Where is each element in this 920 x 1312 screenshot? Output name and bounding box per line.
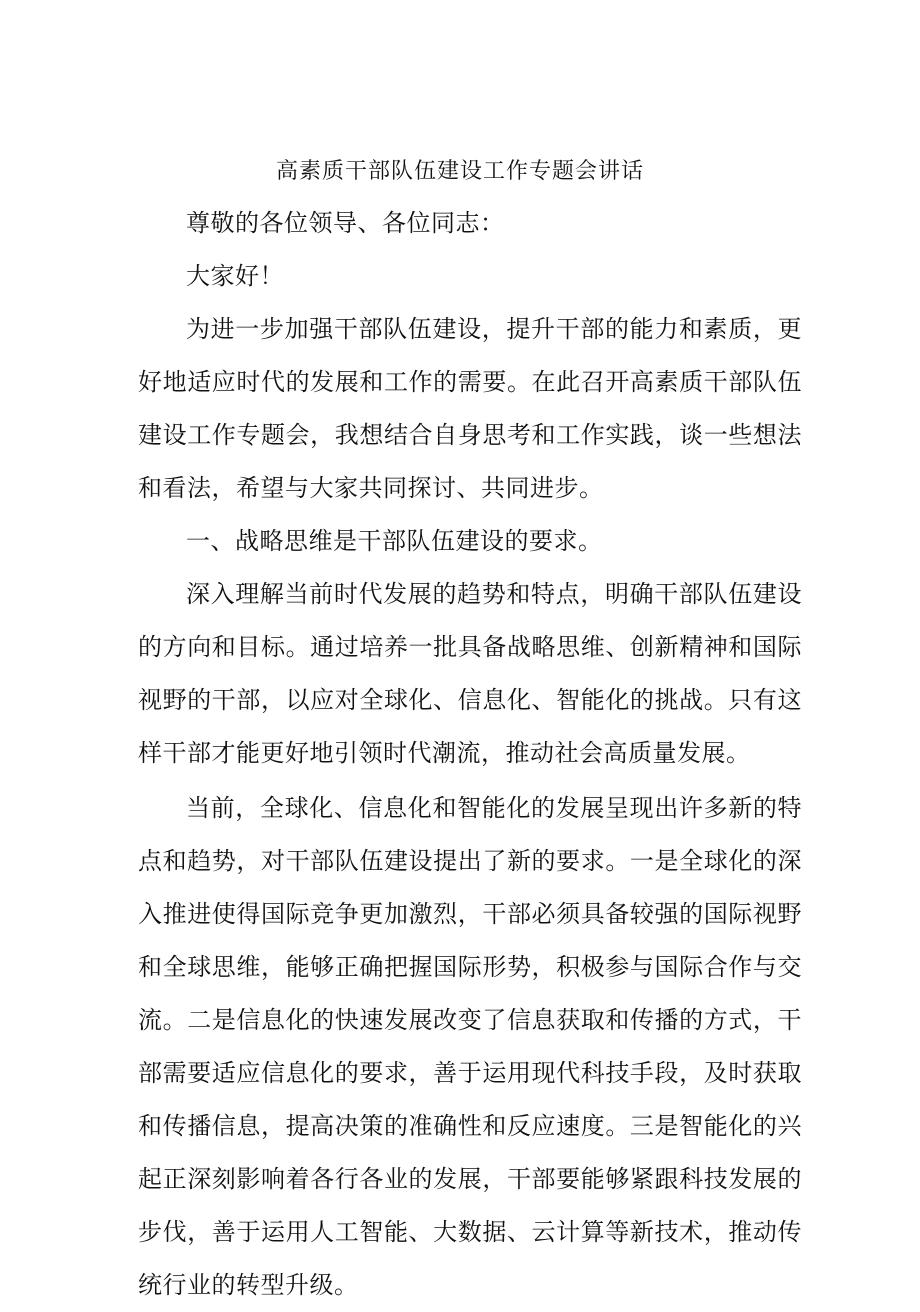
document-body — [138, 197, 802, 1312]
section-heading: 一、战略思维是干部队伍建设的要求。 — [186, 527, 603, 555]
body-paragraph: 当前，全球化、信息化和智能化的发展呈现出许多新的特点和趋势，对干部队伍建设提出了新的要求。一是全球化的深入推进使得国际竞争更加激烈，干部必须具备较强的国际视野和全球思维，能够正确把握国际形势，积极参与国际合作与交流。二是信息化的快速发展改变了信息获取和传播的方式，干部需要适应信息化的要求，善于运用现代科技手段，及时获取和传播信息，提高决策的准确性和反应速度。三是智能化的兴起正深刻影响着各行各业的发展，干部要能够紧跟科技发展的步伐，善于运用人工智能、大数据、云计算等新技术，推动传统行业的转型升级。 — [138, 794, 802, 1299]
body-paragraph: 深入理解当前时代发展的趋势和特点，明确干部队伍建设的方向和目标。通过培养一批具备战略思维、创新精神和国际视野的干部，以应对全球化、信息化、智能化的挑战。只有这样干部才能更好地引领时代潮流，推动社会高质量发展。 — [138, 580, 802, 767]
document-title: 高素质干部队伍建设工作专题会讲话 — [275, 159, 644, 184]
greeting: 大家好！ — [186, 262, 284, 290]
intro-paragraph: 为进一步加强干部队伍建设，提升干部的能力和素质，更好地适应时代的发展和工作的需要。在此召开高素质干部队伍建设工作专题会，我想结合自身思考和工作实践，谈一些想法和看法，希望与大家共同探讨、共同进步。 — [138, 315, 802, 502]
salutation: 尊敬的各位领导、各位同志： — [186, 209, 505, 237]
